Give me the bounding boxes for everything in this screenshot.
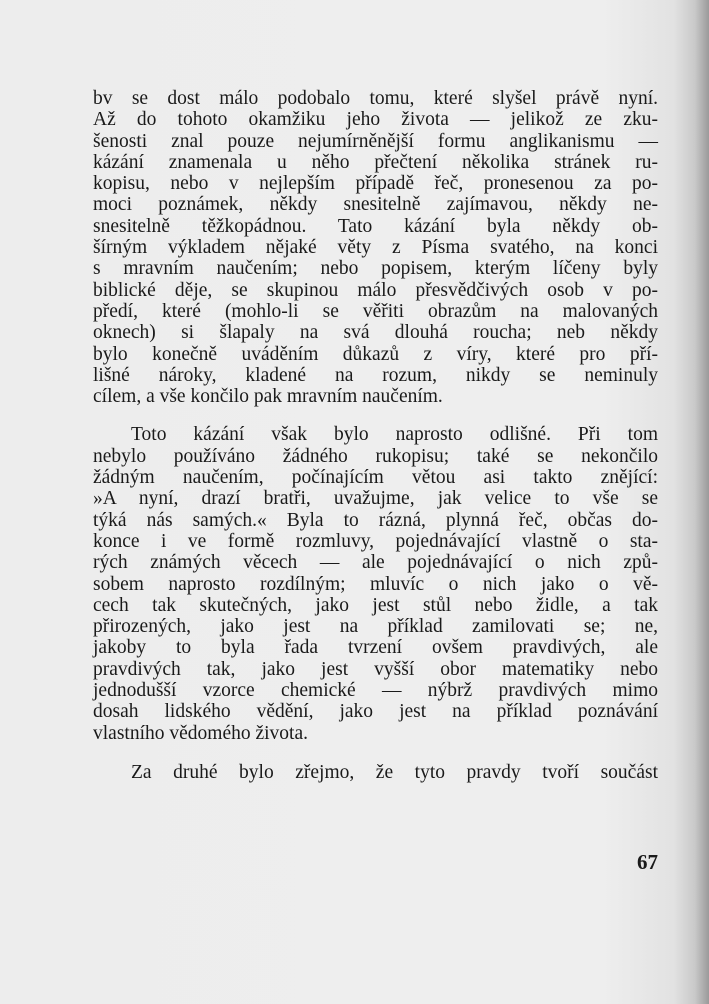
text-line: kázání znamenala u něho přečtení několika stránek ru- (93, 151, 658, 173)
text-line: kopisu, nebo v nejlepším případě řeč, pronesenou za po- (93, 173, 658, 195)
text-line: snesitelně těžkopádnou. Tato kázání byla někdy ob- (93, 215, 658, 237)
page-number: 67 (637, 850, 658, 874)
text-line: bv se dost málo podobalo tomu, které slyšel právě nyní. (93, 88, 658, 109)
text-line: rých známých věcech — ale pojednávající o nich způ- (93, 552, 658, 574)
text-line: s mravním naučením; nebo popisem, kterým líčeny byly (93, 258, 658, 280)
text-line: Až do tohoto okamžiku jeho života — jelikož ze zku- (93, 109, 658, 131)
text-line: předí, které (mohlo-li se věřiti obrazům na malovaných (93, 300, 658, 322)
text-line: žádným naučením, počínajícím větou asi takto znějící: (93, 467, 658, 489)
text-line: jakoby to byla řada tvrzení ovšem pravdivých, ale (93, 637, 658, 659)
text-line: Toto kázání však bylo naprosto odlišné. Při tom (131, 424, 658, 446)
paragraph-1 (93, 88, 658, 407)
text-line: přirozených, jako jest na příklad zamilovati se; ne, (93, 616, 658, 638)
text-line: Za druhé bylo zřejmo, že tyto pravdy tvoří součást (131, 761, 658, 783)
text-line: bylo konečně uváděním důkazů z víry, které pro pří- (93, 343, 658, 365)
text-line: šírným výkladem nějaké věty z Písma svatého, na konci (93, 237, 658, 259)
text-line: pravdivých tak, jako jest vyšší obor matematiky nebo (93, 658, 658, 680)
text-line: »A nyní, drazí bratři, uvažujme, jak velice to vše se (93, 488, 658, 510)
text-line: moci poznámek, někdy snesitelně zajímavou, někdy ne- (93, 194, 658, 216)
text-line: sobem naprosto rozdílným; mluvíc o nich jako o vě- (93, 573, 658, 595)
text-line: oknech) si šlapaly na svá dlouhá roucha; neb někdy (93, 322, 658, 344)
text-line: konce i ve formě rozmluvy, pojednávající vlastně o sta- (93, 530, 658, 552)
text-line: vlastního vědomého života. (93, 722, 308, 744)
text-line: cílem, a vše končilo pak mravním naučením. (93, 386, 443, 408)
text-line: jednodušší vzorce chemické — nýbrž pravdivých mimo (93, 680, 658, 702)
text-line: šenosti znal pouze nejumírněnější formu anglikanismu — (93, 130, 658, 152)
paragraph-3 (93, 762, 658, 783)
page-body (93, 88, 658, 783)
text-line: cech tak skutečných, jako jest stůl nebo židle, a tak (93, 594, 658, 616)
text-line: lišné nároky, kladené na rozum, nikdy se neminuly (93, 364, 658, 386)
text-line: nebylo používáno žádného rukopisu; také se nekončilo (93, 445, 658, 467)
text-line: týká nás samých.« Byla to rázná, plynná řeč, občas do- (93, 509, 658, 531)
text-line: dosah lidského vědění, jako jest na příklad poznávání (93, 701, 658, 723)
paragraph-2 (93, 424, 658, 743)
text-line: biblické děje, se skupinou málo přesvědčivých osob v po- (93, 279, 658, 301)
